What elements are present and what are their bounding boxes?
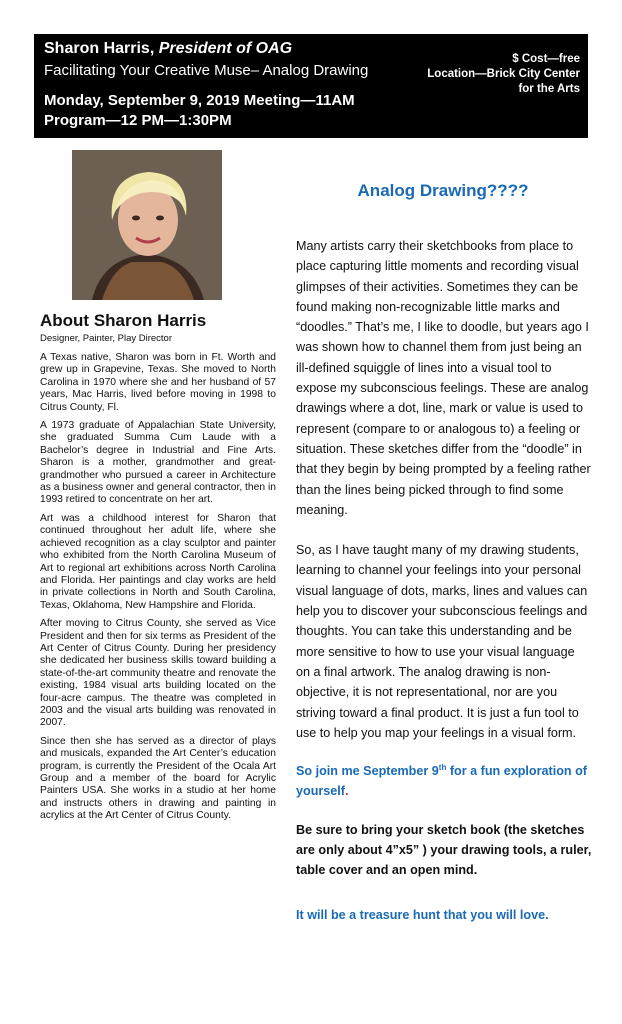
speaker-name: Sharon Harris,	[44, 40, 155, 57]
about-paragraph: After moving to Citrus County, she served as Vice President and then for six terms as President of the Art Center of Citrus County. During her presidency she dedicated her business skills toward building a state-of-the-art community theatre and renovate the existing, 1984 visual arts building located on the four-acre campus. The theatre was completed in 2003 and the visual arts building was renovated in 2007.	[40, 618, 276, 729]
cost-text: $ Cost—free	[512, 53, 580, 65]
portrait-photo	[72, 150, 222, 300]
article-body	[296, 236, 592, 925]
meeting-date: Monday, September 9, 2019 Meeting—11AM	[44, 92, 355, 109]
about-heading: About Sharon Harris	[40, 311, 207, 330]
ordinal-suffix: th	[438, 762, 447, 772]
header-banner	[34, 34, 588, 138]
location-text-2: for the Arts	[518, 83, 580, 95]
about-paragraph: A 1973 graduate of Appalachian State University, she graduated Summa Cum Laude with a Bachelor’s degree in Industrial and Fine Arts. Sharon is a mother, grandmother and great-grandmother who pursued a career in Architecture as a business owner and general contractor, then in 1993 retired to concentrate on her art.	[40, 420, 276, 506]
about-subheading: Designer, Painter, Play Director	[40, 333, 173, 344]
banner-title	[44, 40, 292, 58]
speaker-role: President of OAG	[158, 40, 293, 57]
about-paragraph: A Texas native, Sharon was born in Ft. Worth and grew up in Grapevine, Texas. She moved to North Carolina in 1970 where she and her husband of 57 years, Mac Harris, lived before moving in 1998 to Citrus County, Fl.	[40, 352, 276, 413]
article-heading: Analog Drawing????	[357, 181, 529, 200]
invitation-text-end: for a fun exploration of yourself	[296, 764, 587, 799]
about-paragraph: Since then she has served as a director of plays and musicals, expanded the Art Center’s education program, is currently the President of the Ocala Art Group and a member of the board for Acrylic Painters USA. She works in a studio at her home and instructs others in drawing and painting in acrylics at the Art Center of Citrus County.	[40, 735, 276, 822]
about-body	[40, 352, 276, 829]
location-text-1: Location—Brick City Center	[427, 68, 580, 80]
article-supplies: Be sure to bring your sketch book (the sketches are only about 4”x5” ) your drawing tools, a ruler, table cover and an open mind.	[296, 822, 592, 878]
about-paragraph: Art was a childhood interest for Sharon that continued throughout her adult life, where she achieved recognition as a clay sculptor and painter who exhibited from the North Carolina Museum of Art to regional art exhibitions across North Carolina and Florida. Her paintings and clay works are held in private collections in North and South Carolina, Texas, Oklahoma, New Hampshire and Florida.	[40, 512, 276, 611]
invitation-period: .	[345, 784, 349, 799]
article-invitation	[296, 761, 592, 802]
program-time: Program—12 PM—1:30PM	[44, 112, 232, 129]
article-paragraph-2: So, as I have taught many of my drawing students, learning to channel your feelings into your personal visual language of dots, marks, lines and values can help you to discover your subconscious feelings and thoughts. You can take this understanding and be more sensitive to how to use your visual language on a final artwork. The analog drawing is non-objective, it is not representational, nor are you striving toward a final product. It is just a fun tool to use to help you map your feelings in a visual form.	[296, 543, 588, 740]
article-closing: It will be a treasure hunt that you will love.	[296, 907, 549, 922]
article-paragraph-1: Many artists carry their sketchbooks from place to place capturing little moments and recording visual glimpses of their activities. Sometimes they can be found making non-recognizable little marks and “doodles.” That’s me, I like to doodle, but years ago I was shown how to channel them from just being an ill-defined squiggle of lines into a visual tool to expose my subconscious feelings. These are analog drawings where a dot, line, mark or value is used to represent (compare to or analogous to) a feeling or situation. These sketches differ from the “doodle” in that they begin by being prompted by a feeling rather than the lines being picked through to find some meaning.	[296, 239, 591, 517]
banner-subtitle: Facilitating Your Creative Muse– Analog Drawing	[44, 62, 369, 79]
invitation-text: So join me September 9	[296, 764, 439, 779]
cost-location-block	[427, 52, 580, 97]
